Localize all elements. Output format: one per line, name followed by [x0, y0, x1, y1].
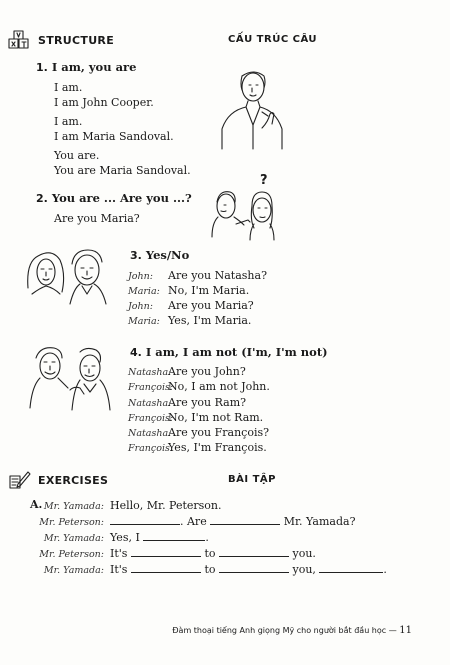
section-3-heading [130, 248, 189, 262]
section-number: 3. [130, 249, 142, 262]
exercise-text: . [383, 563, 387, 576]
section-title: Yes/No [145, 248, 190, 262]
dialog-line [128, 379, 270, 396]
exercise-text: you, [292, 563, 316, 576]
speaker-label: John: [128, 301, 153, 312]
exercise-row [20, 546, 316, 563]
example-line: I am John Cooper. [54, 96, 154, 109]
exercise-text: It's [110, 547, 128, 560]
two-men-illustration [30, 344, 116, 418]
man-woman-question-illustration [210, 186, 285, 246]
exercise-row [20, 530, 209, 547]
exercise-text: It's [110, 563, 128, 576]
fill-blank[interactable] [131, 546, 201, 557]
dialog-text: Yes, I'm Maria. [168, 314, 252, 327]
speaker-label: John: [128, 271, 153, 282]
fill-blank[interactable] [110, 514, 180, 525]
pencil-paper-icon [8, 470, 32, 494]
speaker-label: Maria: [128, 316, 160, 327]
section-header-exercises: EXERCISES [38, 474, 109, 487]
dialog-text: No, I'm Maria. [168, 284, 250, 297]
speaker-label: Mr. Yamada: [43, 501, 104, 512]
section-1-heading [36, 60, 136, 74]
section-4-heading [130, 345, 328, 359]
exercise-text: you. [292, 547, 316, 560]
dialog-text: No, I am not John. [168, 380, 270, 393]
exercise-text: . Are [180, 515, 207, 528]
section-title: You are ... Are you ...? [51, 191, 192, 205]
dialog-text: Are you Maria? [168, 299, 254, 312]
speaker-label: Mr. Yamada: [43, 565, 104, 576]
exercise-text: to [204, 563, 216, 576]
exercise-text: Hello, Mr. Peterson. [110, 499, 222, 512]
dialog-text: Are you François? [168, 426, 270, 439]
section-header-exercises-vn: BÀI TẬP [228, 474, 276, 485]
speaker-label: Mr. Peterson: [39, 517, 104, 528]
dialog-text: Are you John? [168, 365, 246, 378]
speaker-label: Natasha: [128, 367, 172, 378]
blocks-icon [8, 30, 34, 54]
dialog-text: Yes, I'm François. [168, 441, 267, 454]
woman-man-illustration [24, 244, 114, 312]
section-title: I am, you are [51, 60, 137, 74]
dialog-text: Are you Ram? [168, 396, 247, 409]
man-pointing-illustration [218, 68, 288, 154]
exercise-text: Mr. Yamada? [283, 515, 356, 528]
section-header-structure-vn: CẤU TRÚC CÂU [228, 34, 318, 45]
dialog-text: Are you Natasha? [168, 269, 267, 282]
example-line: You are. [54, 149, 100, 162]
speaker-label: François: [128, 382, 174, 393]
section-number: 4. [130, 346, 142, 359]
section-title: I am, I am not (I'm, I'm not) [145, 345, 328, 359]
section-2-heading [36, 191, 192, 205]
example-line: You are Maria Sandoval. [54, 164, 191, 177]
section-number: 2. [36, 192, 48, 205]
fill-blank[interactable] [143, 530, 205, 541]
dialog-text: No, I'm not Ram. [168, 411, 264, 424]
footer-text: Đàm thoại tiếng Anh giọng Mỹ cho người bắt đầu học [172, 626, 387, 635]
speaker-label: François: [128, 443, 174, 454]
dialog-line [128, 440, 267, 457]
speaker-label: Mr. Yamada: [43, 533, 104, 544]
speaker-label: Natasha: [128, 428, 172, 439]
question-mark: ? [260, 173, 268, 188]
exercise-row [20, 514, 355, 531]
exercise-row [20, 498, 222, 515]
footer-separator: — [388, 626, 397, 635]
speaker-label: François: [128, 413, 174, 424]
exercise-row [20, 562, 387, 579]
example-line: I am Maria Sandoval. [54, 130, 174, 143]
section-header-structure: STRUCTURE [38, 34, 115, 47]
exercise-text: . [205, 531, 209, 544]
section-number: 1. [36, 61, 48, 74]
page-footer [172, 625, 412, 636]
fill-blank[interactable] [319, 562, 383, 573]
fill-blank[interactable] [219, 546, 289, 557]
fill-blank[interactable] [131, 562, 201, 573]
example-line: I am. [54, 81, 83, 94]
exercise-text: Yes, I [110, 531, 140, 544]
speaker-label: Natasha: [128, 398, 172, 409]
fill-blank[interactable] [210, 514, 280, 525]
exercise-text: to [204, 547, 216, 560]
dialog-line [128, 313, 251, 330]
page-number: 11 [399, 625, 412, 636]
example-line: I am. [54, 115, 83, 128]
fill-blank[interactable] [219, 562, 289, 573]
example-line: Are you Maria? [54, 212, 140, 225]
speaker-label: Maria: [128, 286, 160, 297]
speaker-label: Mr. Peterson: [39, 549, 104, 560]
exercise-label: A. [30, 498, 43, 511]
